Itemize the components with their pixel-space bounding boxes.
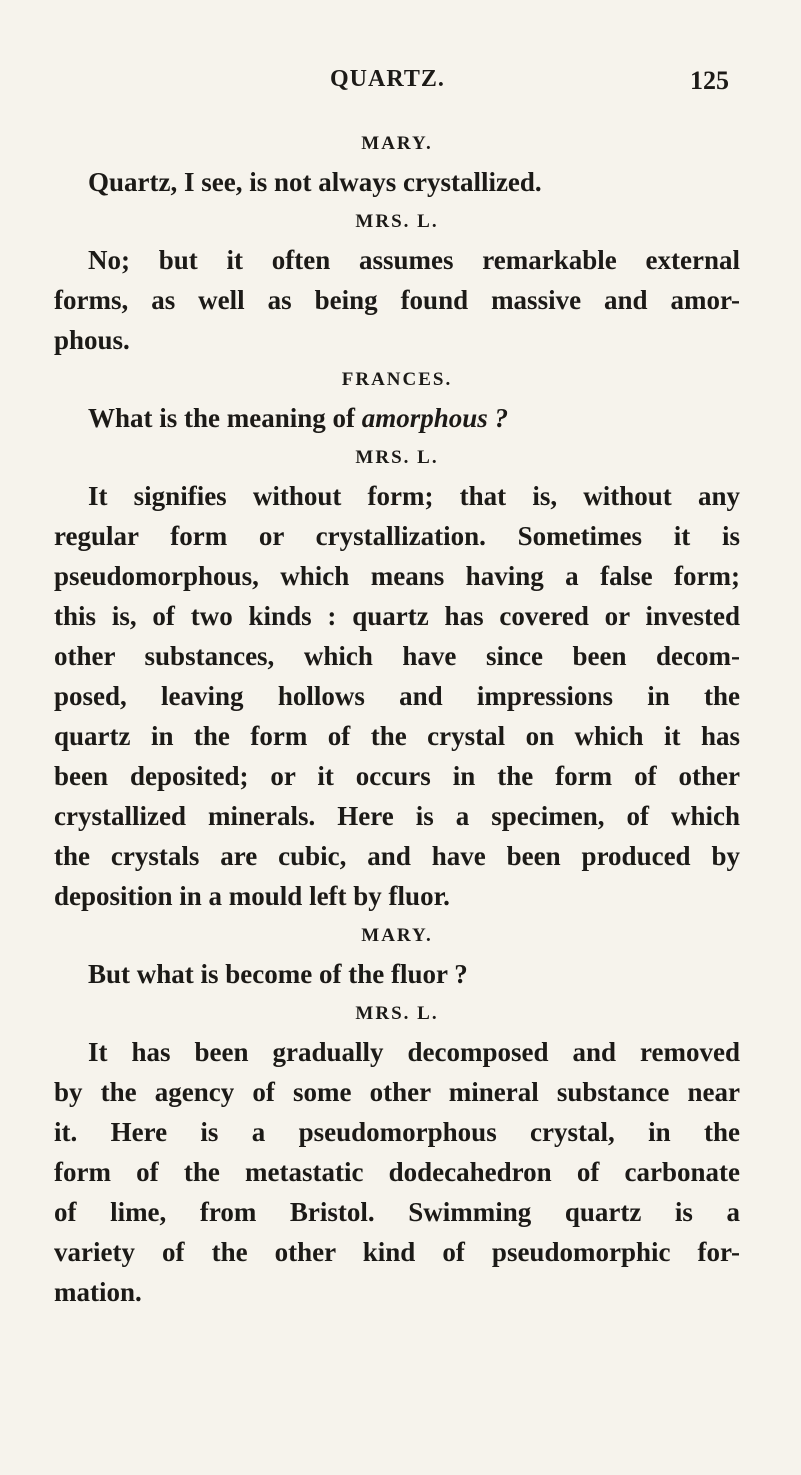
speaker-label: MRS. L. [355,1003,439,1024]
speech-paragraph [54,162,740,202]
text-line: variety of the other kind of pseudomorphic for- [54,1237,740,1267]
text-line: It signifies without form; that is, without any [88,481,740,511]
text-line: by the agency of some other mineral substance near [54,1077,740,1107]
text-line: quartz in the form of the crystal on which it has [54,721,740,751]
text-line: crystallized minerals. Here is a specimen, of which [54,801,740,831]
speaker-label: MARY. [361,925,433,946]
page-number: 125 [690,66,729,95]
text-line: pseudomorphous, which means having a false form; [54,561,740,591]
speech-paragraph [54,954,740,994]
dialogue-text [54,126,740,1314]
speaker-label: MRS. L. [355,447,439,468]
text-line: posed, leaving hollows and impressions in the [54,681,740,711]
text-line: phous. [54,325,130,355]
text-line: it. Here is a pseudomorphous crystal, in the [54,1117,740,1147]
speech-paragraph [54,476,740,916]
speech-paragraph [54,1032,740,1312]
text-line: this is, of two kinds : quartz has covered or invested [54,601,740,631]
running-head [0,66,801,106]
text-line: of lime, from Bristol. Swimming quartz is a [54,1197,740,1227]
text-line: other substances, which have since been decom- [54,641,740,671]
text-line: the crystals are cubic, and have been produced by [54,841,740,871]
text-line [54,398,740,438]
running-title: QUARTZ. [330,66,445,92]
text-line: form of the metastatic dodecahedron of carbonate [54,1157,740,1187]
speaker-label: MRS. L. [355,211,439,232]
text-line: forms, as well as being found massive and amor- [54,285,740,315]
emphasized-word: amorphous ? [361,403,509,433]
speaker-label: MARY. [361,133,433,154]
text-line: Quartz, I see, is not always crystallized. [88,167,542,197]
text-line: been deposited; or it occurs in the form of other [54,761,740,791]
text-line: regular form or crystallization. Sometimes it is [54,521,740,551]
speech-paragraph [54,240,740,360]
text-line: deposition in a mould left by fluor. [54,881,450,911]
speaker-label: FRANCES. [341,369,453,390]
question-text: What is the meaning of [88,403,362,433]
text-line: No; but it often assumes remarkable external [88,245,740,275]
text-line: But what is become of the fluor ? [88,959,468,989]
text-line: mation. [54,1277,142,1307]
text-line: It has been gradually decomposed and removed [88,1037,740,1067]
speech-paragraph [54,398,740,438]
